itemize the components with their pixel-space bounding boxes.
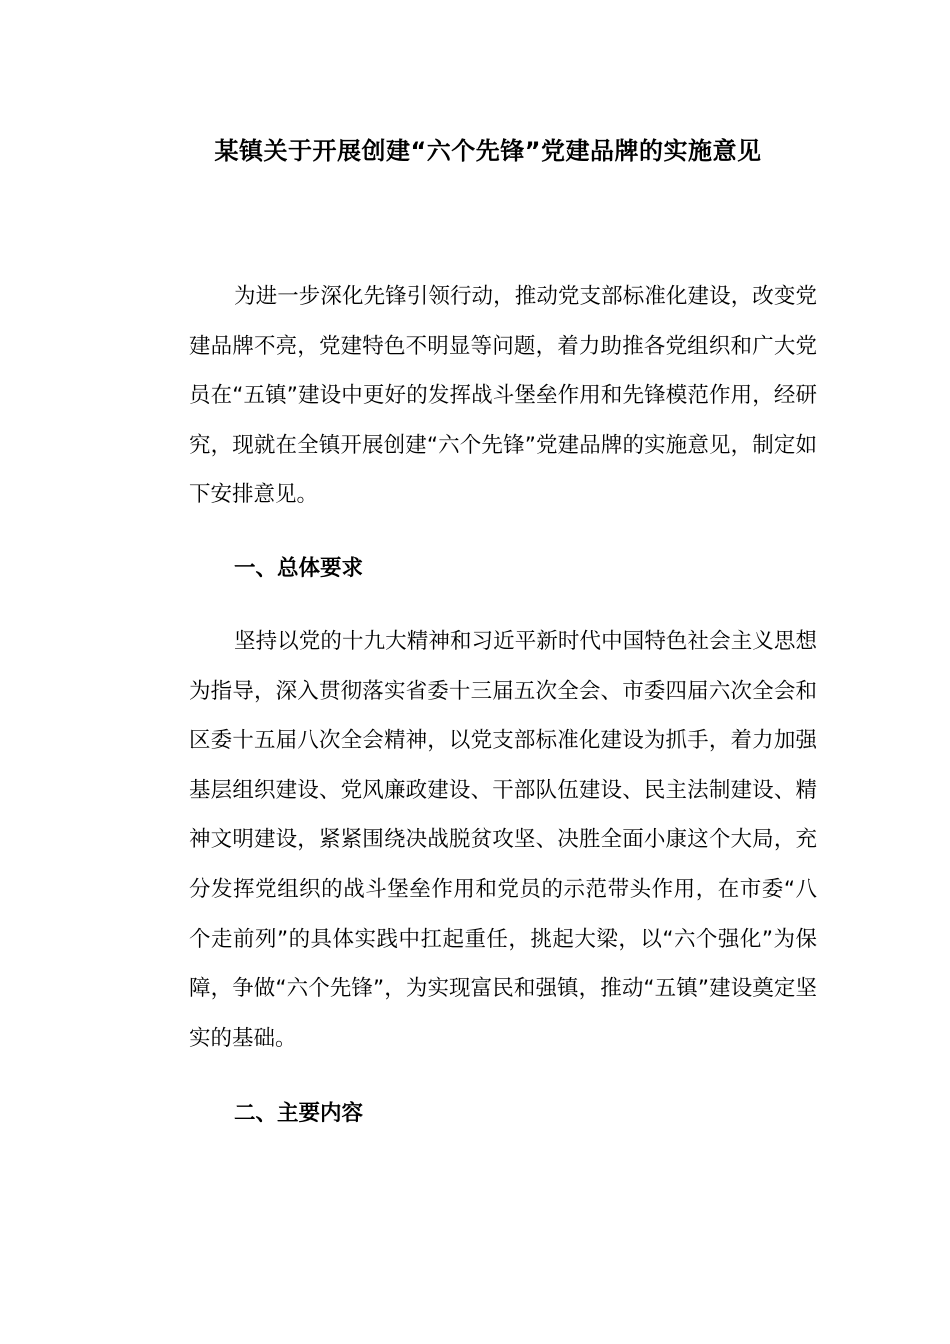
section-paragraph-overall-requirements: 坚持以党的十九大精神和习近平新时代中国特色社会主义思想为指导，深入贯彻落实省委十三届五次全会、市委四届六次全会和区委十五届八次全会精神，以党支部标准化建设为抓手，着力加强基层组织建设、党风廉政建设、干部队伍建设、民主法制建设、精神文明建设，紧紧围绕决战脱贫攻坚、决胜全面小康这个大局，充分发挥党组织的战斗堡垒作用和党员的示范带头作用，在市委“八个走前列”的具体实践中扛起重任，挑起大梁，以“六个强化”为保障，争做“六个先锋”，为实现富民和强镇，推动“五镇”建设奠定坚实的基础。 bbox=[189, 629, 817, 1051]
intro-paragraph: 为进一步深化先锋引领行动，推动党支部标准化建设，改变党建品牌不亮，党建特色不明显等问题，着力助推各党组织和广大党员在“五镇”建设中更好的发挥战斗堡垒作用和先锋模范作用，经研究，现就在全镇开展创建“六个先锋”党建品牌的实施意见，制定如下安排意见。 bbox=[189, 284, 817, 508]
section-heading-overall-requirements: 一、总体要求 bbox=[234, 556, 364, 581]
section-heading-main-content: 二、主要内容 bbox=[234, 1101, 364, 1126]
document-title: 某镇关于开展创建“六个先锋”党建品牌的实施意见 bbox=[214, 137, 762, 165]
